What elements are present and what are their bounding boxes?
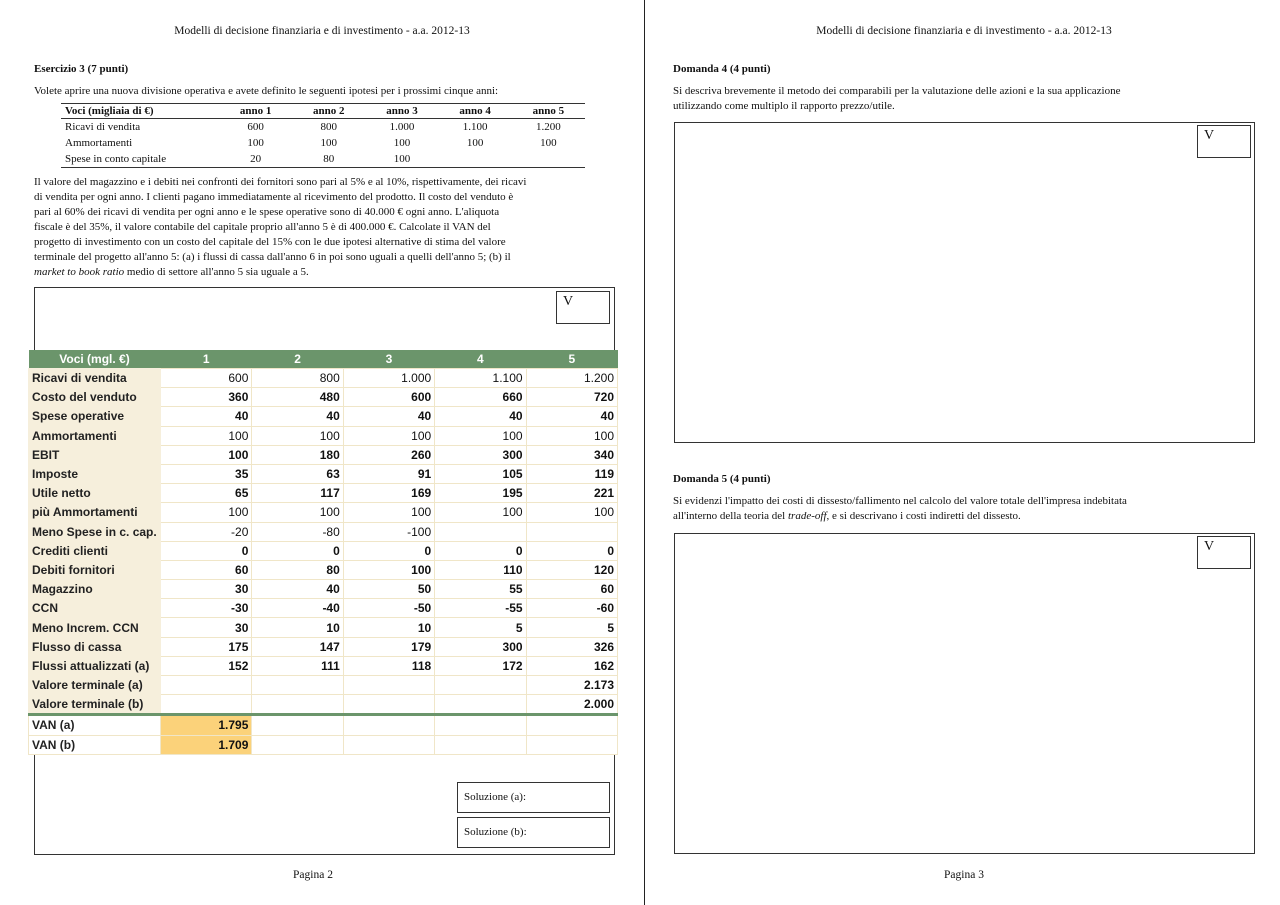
solution-cell: 300 — [435, 445, 526, 464]
exercise-text-line: terminale del progetto all'anno 5: (a) i flussi di cassa dall'anno 6 in poi sono uguali a quelli dell'anno 5; (b) il — [34, 251, 511, 263]
solution-cell — [526, 522, 617, 541]
solution-cell: 100 — [161, 503, 252, 522]
right-page-footer: Pagina 3 — [944, 869, 984, 881]
solution-row — [29, 445, 618, 464]
solution-cell — [252, 695, 343, 715]
solution-cell: 300 — [435, 637, 526, 656]
solution-cell: 118 — [343, 656, 434, 675]
solution-cell: 60 — [161, 560, 252, 579]
solution-header: 1 — [161, 350, 252, 369]
solution-row-label: Utile netto — [29, 484, 161, 503]
solution-cell: 0 — [252, 541, 343, 560]
solution-row — [29, 388, 618, 407]
solution-cell: 100 — [526, 503, 617, 522]
assumptions-cell: 600 — [247, 121, 264, 133]
solution-row-label: più Ammortamenti — [29, 503, 161, 522]
van-empty-cell — [526, 735, 617, 754]
exercise-text-line: fiscale è del 35%, il valore contabile del capitale proprio all'anno 5 è di 400.000 €. Calcolate il VAN del — [34, 221, 491, 233]
assumptions-cell: 20 — [219, 151, 292, 168]
van-value: 1.795 — [161, 715, 252, 735]
assumptions-cell: 1.200 — [536, 121, 561, 133]
solution-row-label: CCN — [29, 599, 161, 618]
assumptions-row — [61, 135, 585, 151]
solution-row — [29, 369, 618, 388]
solution-cell: 110 — [435, 560, 526, 579]
solution-cell — [435, 695, 526, 715]
solution-row — [29, 484, 618, 503]
solution-cell: 100 — [526, 426, 617, 445]
solution-b-box[interactable]: Soluzione (b): — [457, 817, 610, 848]
assumptions-header: anno 3 — [365, 104, 438, 119]
solution-cell: 100 — [435, 426, 526, 445]
q4-text-line: utilizzando come multiplo il rapporto prezzo/utile. — [673, 100, 895, 112]
assumptions-row — [61, 119, 585, 136]
solution-cell: 120 — [526, 560, 617, 579]
solution-cell: 162 — [526, 656, 617, 675]
solution-cell — [252, 676, 343, 695]
solution-cell: 119 — [526, 464, 617, 483]
solution-row-label: Costo del venduto — [29, 388, 161, 407]
solution-cell: 147 — [252, 637, 343, 656]
assumptions-row — [61, 151, 585, 168]
solution-row-label: Crediti clienti — [29, 541, 161, 560]
solution-cell: -55 — [435, 599, 526, 618]
solution-cell: 152 — [161, 656, 252, 675]
solution-row-label: Flusso di cassa — [29, 637, 161, 656]
solution-row-label: Meno Increm. CCN — [29, 618, 161, 637]
solution-row — [29, 464, 618, 483]
van-empty-cell — [252, 715, 343, 735]
assumptions-header: anno 1 — [219, 104, 292, 119]
solution-header: Voci (mgl. €) — [29, 350, 161, 369]
solution-row — [29, 541, 618, 560]
solution-row — [29, 426, 618, 445]
solution-cell: 50 — [343, 580, 434, 599]
solution-cell: 100 — [343, 426, 434, 445]
q5-text-line — [673, 509, 1263, 524]
q5-text — [673, 494, 1263, 524]
italic-term: trade-off — [788, 510, 827, 522]
solution-row-label: Spese operative — [29, 407, 161, 426]
solution-cell: 1.100 — [435, 369, 526, 388]
assumptions-cell: 80 — [292, 151, 365, 168]
solution-cell: 40 — [526, 407, 617, 426]
assumptions-cell: 1.000 — [389, 121, 415, 133]
q4-text-line: Si descriva brevemente il metodo dei comparabili per la valutazione delle azioni e la sua applicazione — [673, 85, 1121, 97]
solution-cell: 5 — [526, 618, 617, 637]
solution-cell: 60 — [526, 580, 617, 599]
solution-cell: 10 — [252, 618, 343, 637]
van-empty-cell — [252, 735, 343, 754]
solution-cell: 0 — [435, 541, 526, 560]
solution-cell: 600 — [161, 369, 252, 388]
solution-cell: 0 — [343, 541, 434, 560]
van-empty-cell — [343, 715, 434, 735]
assumptions-header: anno 2 — [292, 104, 365, 119]
solution-cell: 326 — [526, 637, 617, 656]
solution-cell: 30 — [161, 618, 252, 637]
exercise-text-line: di vendita per ogni anno. I clienti pagano immediatamente al ricevimento del prodotto. Il costo del venduto è — [34, 191, 514, 203]
solution-cell: 340 — [526, 445, 617, 464]
assumptions-cell: 100 — [320, 137, 338, 149]
solution-row-label: Meno Spese in c. cap. — [29, 522, 161, 541]
solution-row-label: Valore terminale (a) — [29, 676, 161, 695]
solution-cell: 65 — [161, 484, 252, 503]
solution-row-label: Ricavi di vendita — [29, 369, 161, 388]
left-page-header: Modelli di decisione finanziaria e di investimento - a.a. 2012-13 — [174, 25, 470, 37]
q5-title: Domanda 5 (4 punti) — [673, 473, 771, 485]
solution-header-row — [29, 350, 618, 369]
assumptions-table — [61, 103, 585, 168]
solution-row — [29, 580, 618, 599]
exercise-text-line — [34, 265, 634, 280]
solution-row — [29, 637, 618, 656]
solution-cell: 100 — [343, 560, 434, 579]
solution-cell: 720 — [526, 388, 617, 407]
solution-row-label: Debiti fornitori — [29, 560, 161, 579]
solution-cell: -50 — [343, 599, 434, 618]
solution-cell: 195 — [435, 484, 526, 503]
solution-cell: 100 — [161, 426, 252, 445]
solution-row-label: Flussi attualizzati (a) — [29, 656, 161, 675]
q4-text — [673, 84, 1263, 114]
solution-cell: 40 — [161, 407, 252, 426]
solution-cell: 172 — [435, 656, 526, 675]
solution-cell: 55 — [435, 580, 526, 599]
solution-row-label: Ammortamenti — [29, 426, 161, 445]
solution-cell — [343, 676, 434, 695]
van-empty-cell — [435, 735, 526, 754]
solution-cell — [435, 676, 526, 695]
solution-table — [28, 350, 618, 755]
page-divider — [644, 0, 645, 905]
solution-cell: 100 — [435, 503, 526, 522]
solution-cell: -100 — [343, 522, 434, 541]
left-page-footer: Pagina 2 — [293, 869, 333, 881]
exercise-text-line: Il valore del magazzino e i debiti nei confronti dei fornitori sono pari al 5% e al 10%, rispettivamente, dei ricavi — [34, 176, 527, 188]
exercise-text-line-rest: medio di settore all'anno 5 sia uguale a 5. — [124, 266, 309, 278]
exercise-text — [34, 175, 634, 280]
solution-cell: 117 — [252, 484, 343, 503]
solution-cell: 260 — [343, 445, 434, 464]
assumptions-cell — [439, 151, 512, 168]
solution-row-label: Valore terminale (b) — [29, 695, 161, 715]
q4-grade-box: V — [1197, 125, 1251, 158]
assumptions-header: Voci (migliaia di €) — [61, 104, 219, 119]
solution-cell: -80 — [252, 522, 343, 541]
solution-cell — [161, 676, 252, 695]
van-label: VAN (b) — [29, 735, 161, 754]
right-page-header: Modelli di decisione finanziaria e di investimento - a.a. 2012-13 — [816, 25, 1112, 37]
solution-cell: -20 — [161, 522, 252, 541]
assumptions-cell: 800 — [320, 121, 338, 133]
solution-cell: 660 — [435, 388, 526, 407]
assumptions-cell: Spese in conto capitale — [61, 151, 219, 168]
solution-cell: 2.173 — [526, 676, 617, 695]
q5-grade-box: V — [1197, 536, 1251, 569]
assumptions-cell: Ammortamenti — [65, 137, 133, 149]
assumptions-cell: 1.100 — [462, 121, 488, 133]
solution-cell: 100 — [343, 503, 434, 522]
assumptions-cell: 100 — [247, 137, 264, 149]
solution-cell: 100 — [161, 445, 252, 464]
exercise-text-line: pari al 60% dei ricavi di vendita per ogni anno e le spese operative sono di 40.000 € ogni anno. L'aliquota — [34, 206, 500, 218]
solution-cell: 179 — [343, 637, 434, 656]
solution-header: 2 — [252, 350, 343, 369]
assumptions-header-row — [61, 104, 585, 119]
solution-cell: 105 — [435, 464, 526, 483]
solution-row-label: EBIT — [29, 445, 161, 464]
solution-cell: 0 — [526, 541, 617, 560]
solution-row — [29, 656, 618, 675]
solution-cell: 35 — [161, 464, 252, 483]
assumptions-cell: 100 — [540, 137, 557, 149]
exercise-title: Esercizio 3 (7 punti) — [34, 63, 129, 75]
assumptions-cell: 100 — [393, 137, 411, 149]
solution-cell: 600 — [343, 388, 434, 407]
solution-cell: 360 — [161, 388, 252, 407]
solution-cell: 480 — [252, 388, 343, 407]
solution-cell — [343, 695, 434, 715]
van-value: 1.709 — [161, 735, 252, 754]
solution-a-box[interactable]: Soluzione (a): — [457, 782, 610, 813]
solution-cell: 1.200 — [526, 369, 617, 388]
solution-cell: 0 — [161, 541, 252, 560]
solution-header: 4 — [435, 350, 526, 369]
solution-cell — [161, 695, 252, 715]
q5-text-pre: all'interno della teoria del — [673, 510, 788, 522]
solution-cell: -60 — [526, 599, 617, 618]
q4-answer-box[interactable] — [674, 122, 1255, 443]
grade-box: V — [556, 291, 610, 324]
solution-cell: 1.000 — [343, 369, 434, 388]
italic-term: market to book ratio — [34, 266, 125, 278]
assumptions-cell — [512, 151, 585, 168]
solution-cell: 800 — [252, 369, 343, 388]
solution-cell: 80 — [252, 560, 343, 579]
assumptions-cell: Ricavi di vendita — [65, 121, 141, 133]
solution-header: 5 — [526, 350, 617, 369]
q5-text-post: , e si descrivano i costi indiretti del dissesto. — [826, 510, 1021, 522]
solution-cell: -30 — [161, 599, 252, 618]
q5-text-line: Si evidenzi l'impatto dei costi di dissesto/fallimento nel calcolo del valore totale dell'impresa indebitata — [673, 495, 1127, 507]
solution-row-label: Magazzino — [29, 580, 161, 599]
assumptions-cell: 100 — [466, 137, 484, 149]
solution-cell: 180 — [252, 445, 343, 464]
van-row — [29, 735, 618, 754]
solution-cell: 169 — [343, 484, 434, 503]
solution-row — [29, 599, 618, 618]
solution-cell: 30 — [161, 580, 252, 599]
assumptions-header: anno 4 — [439, 104, 512, 119]
van-empty-cell — [435, 715, 526, 735]
solution-cell: -40 — [252, 599, 343, 618]
exercise-text-line: progetto di investimento con un costo del capitale del 15% con le due ipotesi alternative di stima del valore — [34, 236, 506, 248]
q4-title: Domanda 4 (4 punti) — [673, 63, 771, 75]
solution-cell: 221 — [526, 484, 617, 503]
van-label: VAN (a) — [29, 715, 161, 735]
solution-row — [29, 676, 618, 695]
solution-cell: 91 — [343, 464, 434, 483]
solution-cell: 2.000 — [526, 695, 617, 715]
van-empty-cell — [343, 735, 434, 754]
solution-cell — [435, 522, 526, 541]
solution-row — [29, 522, 618, 541]
solution-cell: 40 — [252, 407, 343, 426]
solution-row — [29, 503, 618, 522]
exercise-intro: Volete aprire una nuova divisione operativa e avete definito le seguenti ipotesi per i prossimi cinque anni: — [34, 85, 499, 97]
assumptions-header: anno 5 — [512, 104, 585, 119]
van-row — [29, 715, 618, 735]
solution-cell: 5 — [435, 618, 526, 637]
van-empty-cell — [526, 715, 617, 735]
solution-cell: 111 — [252, 656, 343, 675]
solution-cell: 10 — [343, 618, 434, 637]
solution-header: 3 — [343, 350, 434, 369]
solution-cell: 40 — [435, 407, 526, 426]
solution-row — [29, 618, 618, 637]
solution-cell: 40 — [252, 580, 343, 599]
solution-cell: 175 — [161, 637, 252, 656]
solution-cell: 63 — [252, 464, 343, 483]
q5-answer-box[interactable] — [674, 533, 1255, 854]
solution-row-label: Imposte — [29, 464, 161, 483]
assumptions-cell: 100 — [365, 151, 438, 168]
solution-row — [29, 560, 618, 579]
solution-row — [29, 695, 618, 715]
solution-cell: 100 — [252, 503, 343, 522]
solution-cell: 40 — [343, 407, 434, 426]
solution-row — [29, 407, 618, 426]
solution-cell: 100 — [252, 426, 343, 445]
